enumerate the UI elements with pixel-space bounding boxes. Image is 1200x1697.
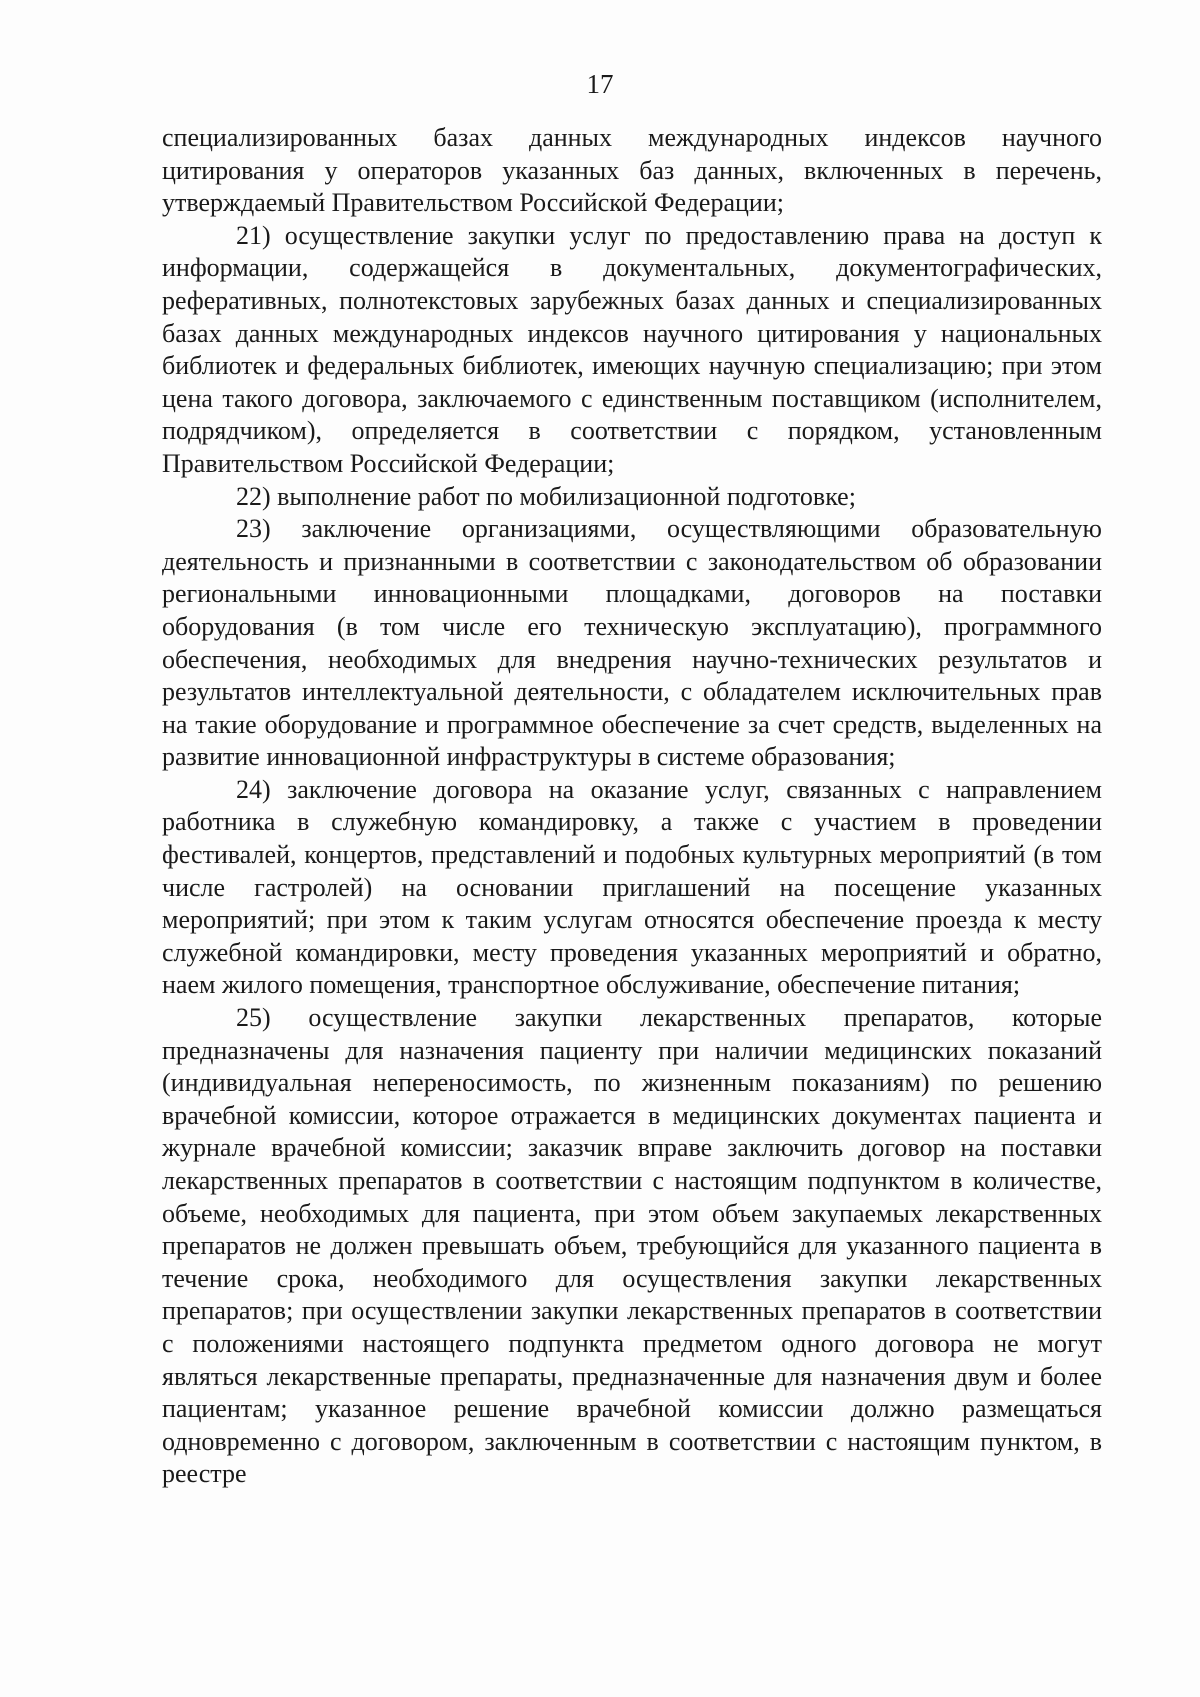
paragraph-item-23: 23) заключение организациями, осуществляющими образовательную деятельность и признанными в соответствии с законодательством об образовании региональными инновационными площадками, договоров на поставки оборудования (в том числе его техническую эксплуатацию), программного обеспечения, необходимых для внедрения научно-технических результатов и результатов интеллектуальной деятельности, с обладателем исключительных прав на такие оборудование и программное обеспечение за счет средств, выделенных на развитие инновационной инфраструктуры в системе образования; bbox=[162, 514, 1102, 772]
page-number: 17 bbox=[586, 69, 614, 99]
paragraph-item-24: 24) заключение договора на оказание услуг, связанных с направлением работника в служебную командировку, а также с участием в проведении фестивалей, концертов, представлений и подобных культурных мероприятий (в том числе гастролей) на основании приглашений на посещение указанных мероприятий; при этом к таким услугам относятся обеспечение проезда к месту служебной командировки, месту проведения указанных мероприятий и обратно, наем жилого помещения, транспортное обслуживание, обеспечение питания; bbox=[162, 774, 1102, 1000]
paragraph-item-25: 25) осуществление закупки лекарственных препаратов, которые предназначены для назначения пациенту при наличии медицинских показаний (индивидуальная непереносимость, по жизненным показаниям) по решению врачебной комиссии, которое отражается в медицинских документах пациента и журнале врачебной комиссии; заказчик вправе заключить договор на поставки лекарственных препаратов в соответствии с настоящим подпунктом в количестве, объеме, необходимых для пациента, при этом объем закупаемых лекарственных препаратов не должен превышать объем, требующийся для указанного пациента в течение срока, необходимого для осуществления закупки лекарственных препаратов; при осуществлении закупки лекарственных препаратов в соответствии с положениями настоящего подпункта предметом одного договора не могут являться лекарственные препараты, предназначенные для назначения двум и более пациентам; указанное решение врачебной комиссии должно размещаться одновременно с договором, заключенным в соответствии с настоящим пунктом, в реестре bbox=[162, 1003, 1102, 1489]
paragraph-item-21: 21) осуществление закупки услуг по предоставлению права на доступ к информации, содержащейся в документальных, документографических, реферативных, полнотекстовых зарубежных базах данных и специализированных базах данных международных индексов научного цитирования у национальных библиотек и федеральных библиотек, имеющих научную специализацию; при этом цена такого договора, заключаемого с единственным поставщиком (исполнителем, подрядчиком), определяется в соответствии с порядком, установленным Правительством Российской Федерации; bbox=[162, 220, 1102, 478]
document-body bbox=[162, 122, 1102, 1491]
paragraph-continuation: специализированных базах данных международных индексов научного цитирования у операторов указанных баз данных, включенных в перечень, утверждаемый Правительством Российской Федерации; bbox=[162, 123, 1102, 218]
paragraph-item-22: 22) выполнение работ по мобилизационной подготовке; bbox=[236, 481, 856, 511]
